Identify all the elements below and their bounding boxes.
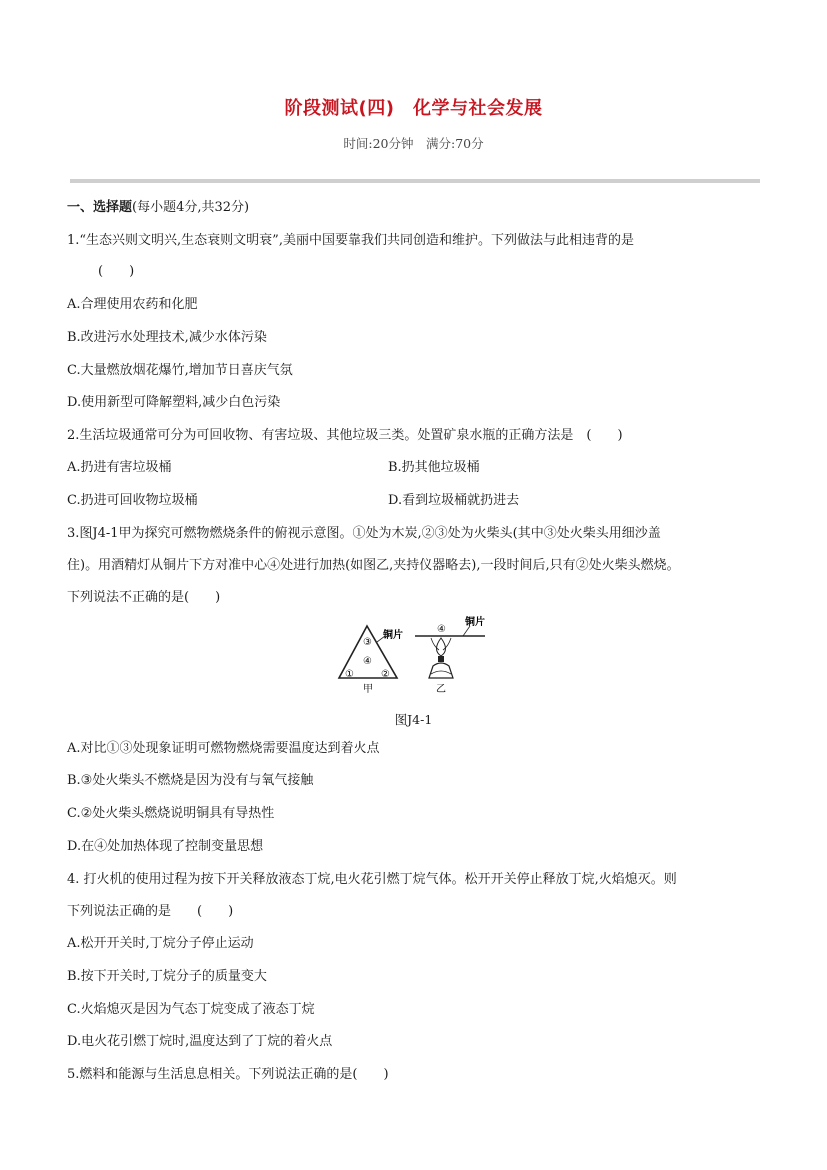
mark-3: ③ [363,637,372,648]
question-1-option-a: A.合理使用农药和化肥 [67,297,198,312]
question-4-option-b: B.按下开关时,丁烷分子的质量变大 [67,969,267,984]
question-4-option-a: A.松开开关时,丁烷分子停止运动 [67,936,254,951]
question-4-option-c: C.火焰熄灭是因为气态丁烷变成了液态丁烷 [67,1002,315,1017]
question-1-option-c: C.大量燃放烟花爆竹,增加节日喜庆气氛 [67,363,293,378]
figure-caption: 图J4-1 [394,712,433,727]
lamp-wick-icon [438,656,444,662]
question-3-stem-line-3: 下列说法不正确的是( ) [67,590,221,605]
flame-icon [437,638,446,656]
question-2-option-a: A.扔进有害垃圾桶 [67,460,172,475]
question-1-stem: 1.“生态兴则文明兴,生态衰则文明衰”,美丽中国要靠我们共同创造和维护。下列做法与此相违背的是 [67,233,634,248]
time-score-info: 时间:20分钟 满分:70分 [343,136,484,151]
section-title: 一、选择题 [67,200,133,215]
question-3-option-b: B.③处火柴头不燃烧是因为没有与氧气接触 [67,773,314,788]
question-3-option-c: C.②处火柴头燃烧说明铜具有导热性 [67,806,275,821]
mark-4-top-view: ④ [363,656,372,667]
alcohol-lamp-icon [429,663,453,678]
question-2-option-d: D.看到垃圾桶就扔进去 [388,493,520,508]
copper-label-jia: 铜片 [383,630,403,641]
question-2-option-c: C.扔进可回收物垃圾桶 [67,493,198,508]
question-1-option-d: D.使用新型可降解塑料,减少白色污染 [67,395,281,410]
label-yi: 乙 [436,684,446,695]
question-2-option-b: B.扔其他垃圾桶 [388,460,480,475]
question-5-stem: 5.燃料和能源与生活息息相关。下列说法正确的是( ) [67,1067,389,1082]
header-divider [70,179,760,183]
section-note: (每小题4分,共32分) [132,200,250,215]
label-jia: 甲 [363,684,373,695]
question-1-answer-blank: ( ) [98,264,135,279]
figure-j4-1 [335,612,495,702]
question-3-stem-line-1: 3.图J4-1甲为探究可燃物燃烧条件的俯视示意图。①处为木炭,②③处为火柴头(其中③处火柴头用细沙盖 [67,526,661,541]
page-title: 阶段测试(四) 化学与社会发展 [284,98,543,119]
mark-2: ② [381,669,390,680]
mark-1: ① [345,669,354,680]
section-heading [67,198,249,218]
question-4-stem-line-2: 下列说法正确的是 ( ) [67,904,234,919]
question-1-option-b: B.改进污水处理技术,减少水体污染 [67,330,267,345]
question-4-option-d: D.电火花引燃丁烷时,温度达到了丁烷的着火点 [67,1034,333,1049]
copper-label-yi: 铜片 [465,617,485,628]
question-3-stem-line-2: 住)。用酒精灯从铜片下方对准中心④处进行加热(如图乙,夹持仪器略去),一段时间后,只有②处火柴头燃烧。 [67,558,680,573]
mark-4-side-view: ④ [437,624,446,635]
question-2-stem: 2.生活垃圾通常可分为可回收物、有害垃圾、其他垃圾三类。处置矿泉水瓶的正确方法是 ( ) [67,428,623,443]
question-3-option-a: A.对比①③处现象证明可燃物燃烧需要温度达到着火点 [67,741,380,756]
question-4-stem-line-1: 4. 打火机的使用过程为按下开关释放液态丁烷,电火花引燃丁烷气体。松开开关停止释放丁烷,火焰熄灭。则 [67,872,677,887]
flame-outer-icon [431,638,451,650]
question-3-option-d: D.在④处加热体现了控制变量思想 [67,839,264,854]
